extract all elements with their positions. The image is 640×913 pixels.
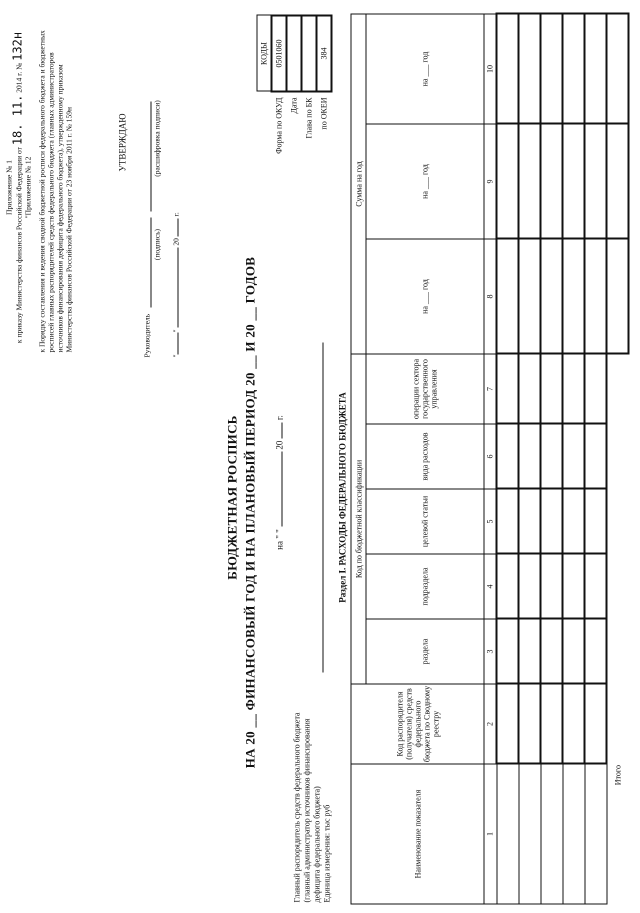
codes-table [257,15,333,93]
approve-date-year-blank[interactable] [178,218,179,236]
appendix-order-text: к приказу Министерства финансов Российской Федерации от [14,147,24,344]
info-line4: Единица измерения: тыс руб [322,804,332,903]
col-number: 2 [484,684,497,764]
approve-date-day[interactable] [178,332,179,354]
col-number: 9 [484,124,497,239]
table-row [519,14,541,904]
info-underline [323,343,324,673]
title-date-suffix: г. [274,415,285,421]
col-target-header: целевой статьи [366,489,484,554]
col-number: 10 [484,14,497,124]
doc-title: БЮДЖЕТНАЯ РОСПИСЬ [224,415,240,580]
doc-subtitle: НА 20 __ ФИНАНСОВЫЙ ГОД И НА ПЛАНОВЫЙ ПЕРИОД 20 __ И 20 __ ГОДОВ [242,256,258,769]
date-value[interactable] [287,16,302,92]
info-line2: (главный администратор источников финансирования [302,718,312,903]
title-date [275,353,285,613]
document-page [0,8,633,913]
bk-value[interactable] [302,16,317,92]
col-year2-header: на ___ год [366,124,484,239]
classification-group-header: Код по бюджетной классификации [351,354,366,684]
info-line3: дефицита федерального бюджета) [312,786,322,903]
col-number: 4 [484,554,497,619]
procedure-text: к Порядку составления и ведения сводной бюджетной росписи федерального бюджета и бюджетных росписей главных распорядителей средств федерального бюджета (главных администраторов источников финансирования дефицита федерального бюджета), утвержденному приказом Министерства финансов Российской Федерации от 23 ноября 2011 г. № 159н [37,30,74,353]
appendix-line1: Приложение № 1 [4,160,14,215]
title-date-prefix: на " " [274,529,285,550]
col-section-header: раздела [366,619,484,684]
col-number: 5 [484,489,497,554]
order-year: 2014 г. № [14,62,24,93]
title-date-year-blank[interactable] [282,422,283,438]
okud-label: Форма по ОКУД [274,97,284,154]
col-number: 6 [484,424,497,489]
okei-value: 384 [317,16,332,92]
info-block [293,673,333,903]
col-year3-header: на ___ год [366,14,484,124]
col-year1-header: на ___ год [366,239,484,354]
head-label: Руководитель [142,313,152,358]
approve-date: "" 20 г. [171,212,181,358]
table-row [497,14,519,904]
okud-value: 0501060 [272,16,287,92]
table-row [541,14,563,904]
col-operation-header: операции сектора государственного управления [366,354,484,424]
approve-heading: УТВЕРЖДАЮ [117,113,128,172]
appendix-header [5,18,33,358]
date-label: Дата [289,97,299,114]
bk-label: Глава по БК [304,97,314,139]
codes-labels [259,98,335,188]
col-name-header: Наименование показателя [351,764,484,904]
okei-label: по ОКЕИ [319,97,329,130]
approve-date-suffix: г. [171,212,181,217]
table-row [563,14,585,904]
appendix12: "Приложение № 12 [23,156,33,219]
col-number: 8 [484,239,497,354]
approve-date-month[interactable] [178,248,179,328]
transcript-caption: (расшифровка подписи) [152,100,162,177]
signature-line[interactable] [151,218,152,308]
total-label: Итого [613,765,623,786]
col-number: 1 [484,764,497,904]
appendix-line2 [10,18,25,358]
sum-group-header: Сумма на год [351,14,366,354]
codes-header: КОДЫ [257,16,272,92]
order-date-handwritten: 18. 11. [10,94,25,146]
order-number-handwritten: 132н [10,31,25,61]
approve-block [143,18,181,358]
signature-caption: (подпись) [152,228,162,261]
col-number: 7 [484,354,497,424]
title-date-month[interactable] [282,452,283,527]
table-row [585,14,607,904]
transcript-line[interactable] [151,102,152,212]
expenses-table [351,13,630,905]
col-exptype-header: вида расходов [366,424,484,489]
section-title: Раздел I. РАСХОДЫ ФЕДЕРАЛЬНОГО БЮДЖЕТА [337,392,348,603]
approve-date-year: 20 [171,238,181,246]
info-line1: Главный распорядитель средств федерального бюджета [292,712,302,903]
col-code-header: Код распорядителя (получателя) средств федерального бюджета по Сводному реестру [351,684,484,764]
total-row [607,14,629,904]
col-number: 3 [484,619,497,684]
title-date-year: 20 [274,440,285,450]
col-subsection-header: подраздела [366,554,484,619]
